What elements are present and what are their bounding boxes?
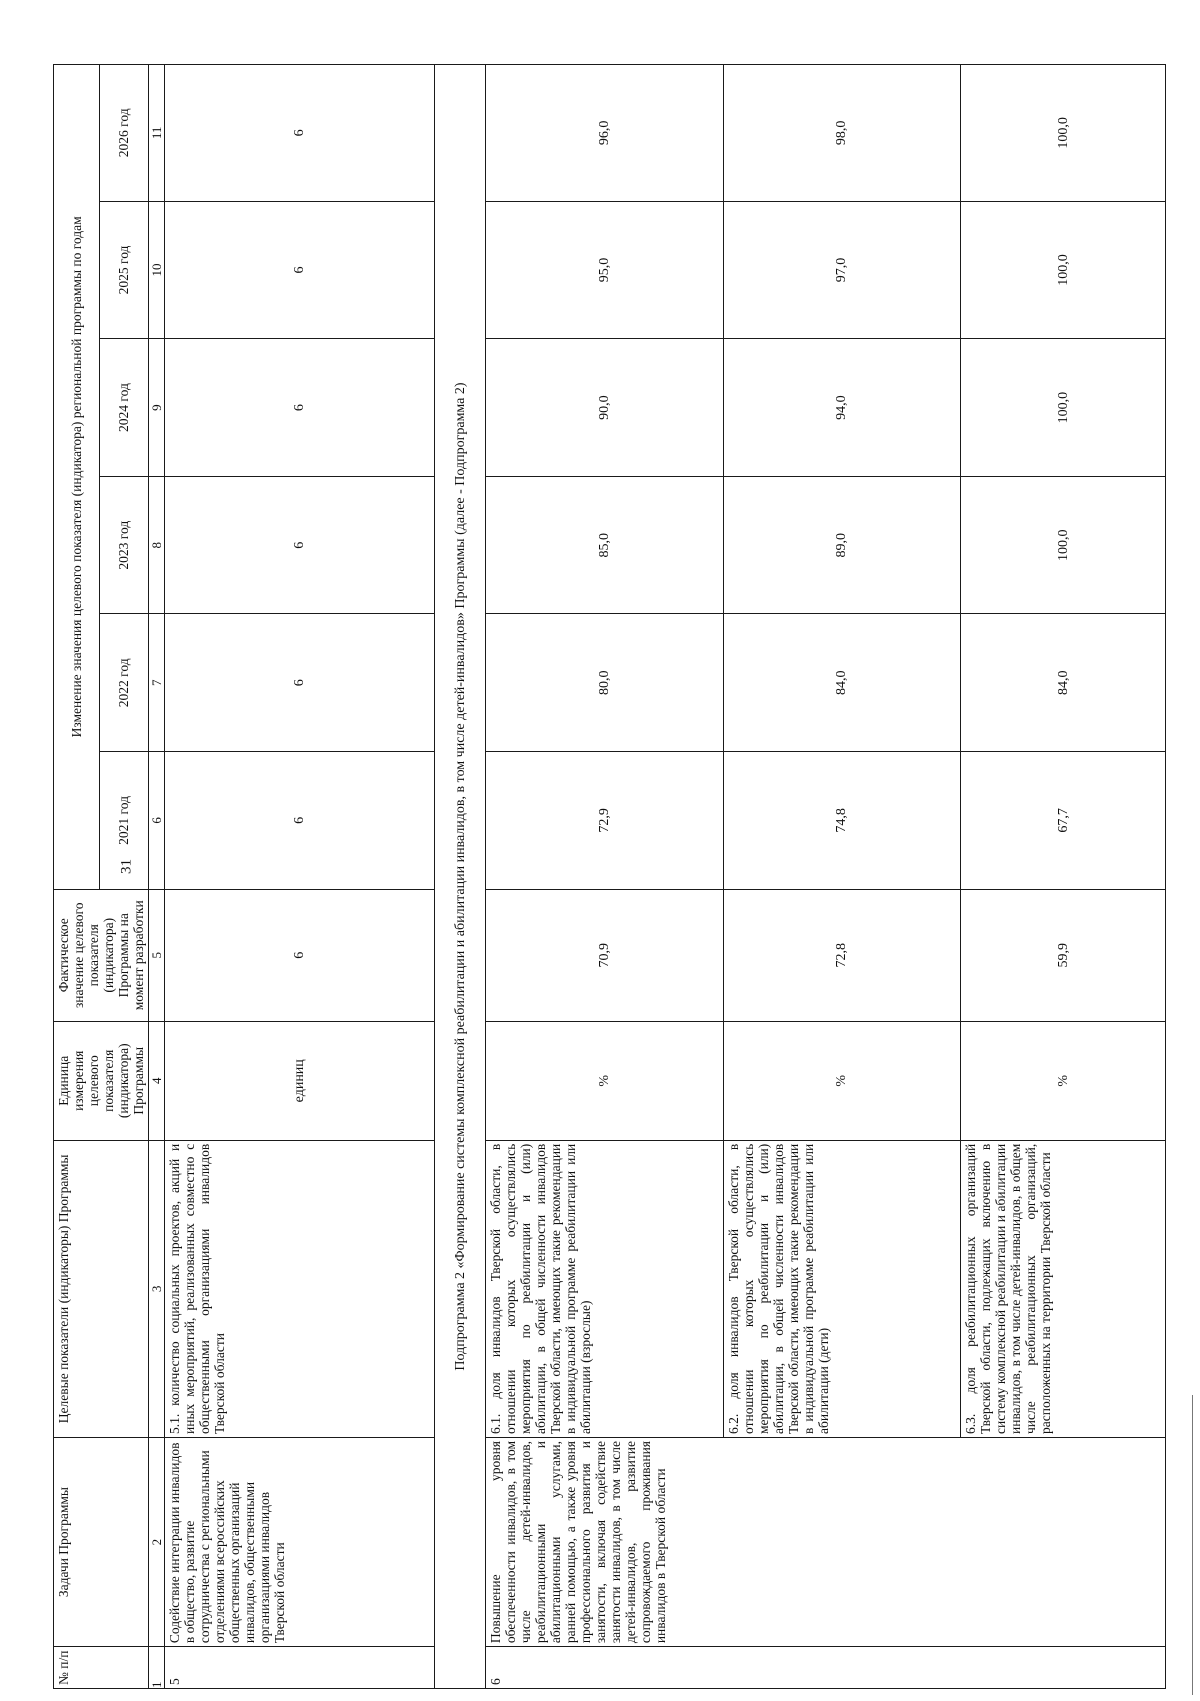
value-2025: 97,0	[723, 201, 960, 339]
colnum: 4	[149, 1021, 165, 1140]
indicator-text: 6.3. доля реабилитационных организаций Тверской области, подлежащих включению в систему комплексной реабилитации и абилитации инвалидов, в том числе детей-инвалидов, в общем числе реабилитационных организаций, расположенных на территории Тверской области	[961, 1140, 1166, 1437]
actual-value: 6	[165, 889, 435, 1021]
value-2021: 6	[165, 752, 435, 890]
colnum: 8	[149, 476, 165, 614]
row-no: 6	[486, 1647, 1166, 1689]
header-indicators: Целевые показатели (индикаторы) Программы	[54, 1140, 149, 1437]
year-2025: 2025 год	[99, 201, 148, 339]
year-2022: 2022 год	[99, 614, 148, 752]
indicator-text: 5.1. количество социальных проектов, акций и иных мероприятий, реализованных совместно с общественными организациями инвалидов Тверской области	[165, 1140, 435, 1437]
value-2021: 67,7	[961, 752, 1166, 890]
value-2024: 90,0	[486, 339, 723, 477]
unit-value: %	[723, 1021, 960, 1140]
colnum: 2	[149, 1437, 165, 1646]
task-text: Повышение уровня обеспеченности инвалидов, в том числе детей-инвалидов, реабилитационными и абилитационными услугами, ранней помощью, а также уровня профессионального развития и занятости, включая содействие занятости инвалидов, в том числе детей-инвалидов, развитие сопровождаемого проживания инвалидов в Тверской области	[486, 1437, 1166, 1646]
value-2025: 95,0	[486, 201, 723, 339]
header-unit: Единица измерения целевого показателя (индикатора) Программы	[54, 1021, 149, 1140]
value-2024: 94,0	[723, 339, 960, 477]
value-2024: 6	[165, 339, 435, 477]
subprogram-row	[434, 65, 486, 1689]
value-2023: 6	[165, 476, 435, 614]
indicators-table	[53, 64, 1166, 1689]
year-2024: 2024 год	[99, 339, 148, 477]
value-2022: 80,0	[486, 614, 723, 752]
colnum: 5	[149, 889, 165, 1021]
header-row	[54, 65, 100, 1689]
colnum: 11	[149, 65, 165, 202]
colnum: 6	[149, 752, 165, 890]
value-2026: 100,0	[961, 65, 1166, 202]
colnum: 9	[149, 339, 165, 477]
value-2026: 6	[165, 65, 435, 202]
table-row	[165, 65, 435, 1689]
header-tasks: Задачи Программы	[54, 1437, 149, 1646]
unit-value: %	[486, 1021, 723, 1140]
header-change: Изменение значения целевого показателя (индикатора) региональной программы по годам	[54, 65, 100, 890]
actual-value: 59,9	[961, 889, 1166, 1021]
colnum: 10	[149, 201, 165, 339]
value-2026: 98,0	[723, 65, 960, 202]
rotated-table-container	[53, 64, 1166, 1689]
value-2025: 6	[165, 201, 435, 339]
value-2024: 100,0	[961, 339, 1166, 477]
value-2022: 84,0	[723, 614, 960, 752]
value-2023: 100,0	[961, 476, 1166, 614]
indicator-text: 6.2. доля инвалидов Тверской области, в отношении которых осуществлялись мероприятия по реабилитации и (или) абилитации, в общей численности инвалидов Тверской области, имеющих такие рекомендации в индивидуальной программе реабилитации или абилитации (дети)	[723, 1140, 960, 1437]
page-number: 31	[118, 859, 135, 874]
row-no: 5	[165, 1647, 435, 1689]
scan-edge-mark	[1192, 1395, 1193, 1695]
value-2025: 100,0	[961, 201, 1166, 339]
value-2021: 72,9	[486, 752, 723, 890]
subprogram-title: Подпрограмма 2 «Формирование системы комплексной реабилитации и абилитации инвалидов, в том числе детей-инвалидов» Программы (далее - Подпрограмма 2)	[434, 65, 486, 1689]
indicator-text: 6.1. доля инвалидов Тверской области, в отношении которых осуществлялись мероприятия по реабилитации и (или) абилитации, в общей численности инвалидов Тверской области, имеющих такие рекомендации в индивидуальной программе реабилитации или абилитации (взрослые)	[486, 1140, 723, 1437]
value-2026: 96,0	[486, 65, 723, 202]
value-2022: 6	[165, 614, 435, 752]
column-number-row	[149, 65, 165, 1689]
value-2022: 84,0	[961, 614, 1166, 752]
task-text: Содействие интеграции инвалидов в общество, развитие сотрудничества с региональными отделениями всероссийских общественных организаций инвалидов, общественными организациями инвалидов Тверской области	[165, 1437, 435, 1646]
actual-value: 72,8	[723, 889, 960, 1021]
value-2023: 85,0	[486, 476, 723, 614]
colnum: 7	[149, 614, 165, 752]
year-2023: 2023 год	[99, 476, 148, 614]
header-actual: Фактическое значение целевого показателя (индикатора) Программы на момент разработки	[54, 889, 149, 1021]
actual-value: 70,9	[486, 889, 723, 1021]
year-2021: 2021 год	[99, 752, 148, 890]
table-row	[486, 65, 723, 1689]
header-no: № п/п	[54, 1647, 149, 1689]
value-2023: 89,0	[723, 476, 960, 614]
unit-value: %	[961, 1021, 1166, 1140]
colnum: 1	[149, 1647, 165, 1689]
value-2021: 74,8	[723, 752, 960, 890]
colnum: 3	[149, 1140, 165, 1437]
unit-value: единиц	[165, 1021, 435, 1140]
year-2026: 2026 год	[99, 65, 148, 202]
